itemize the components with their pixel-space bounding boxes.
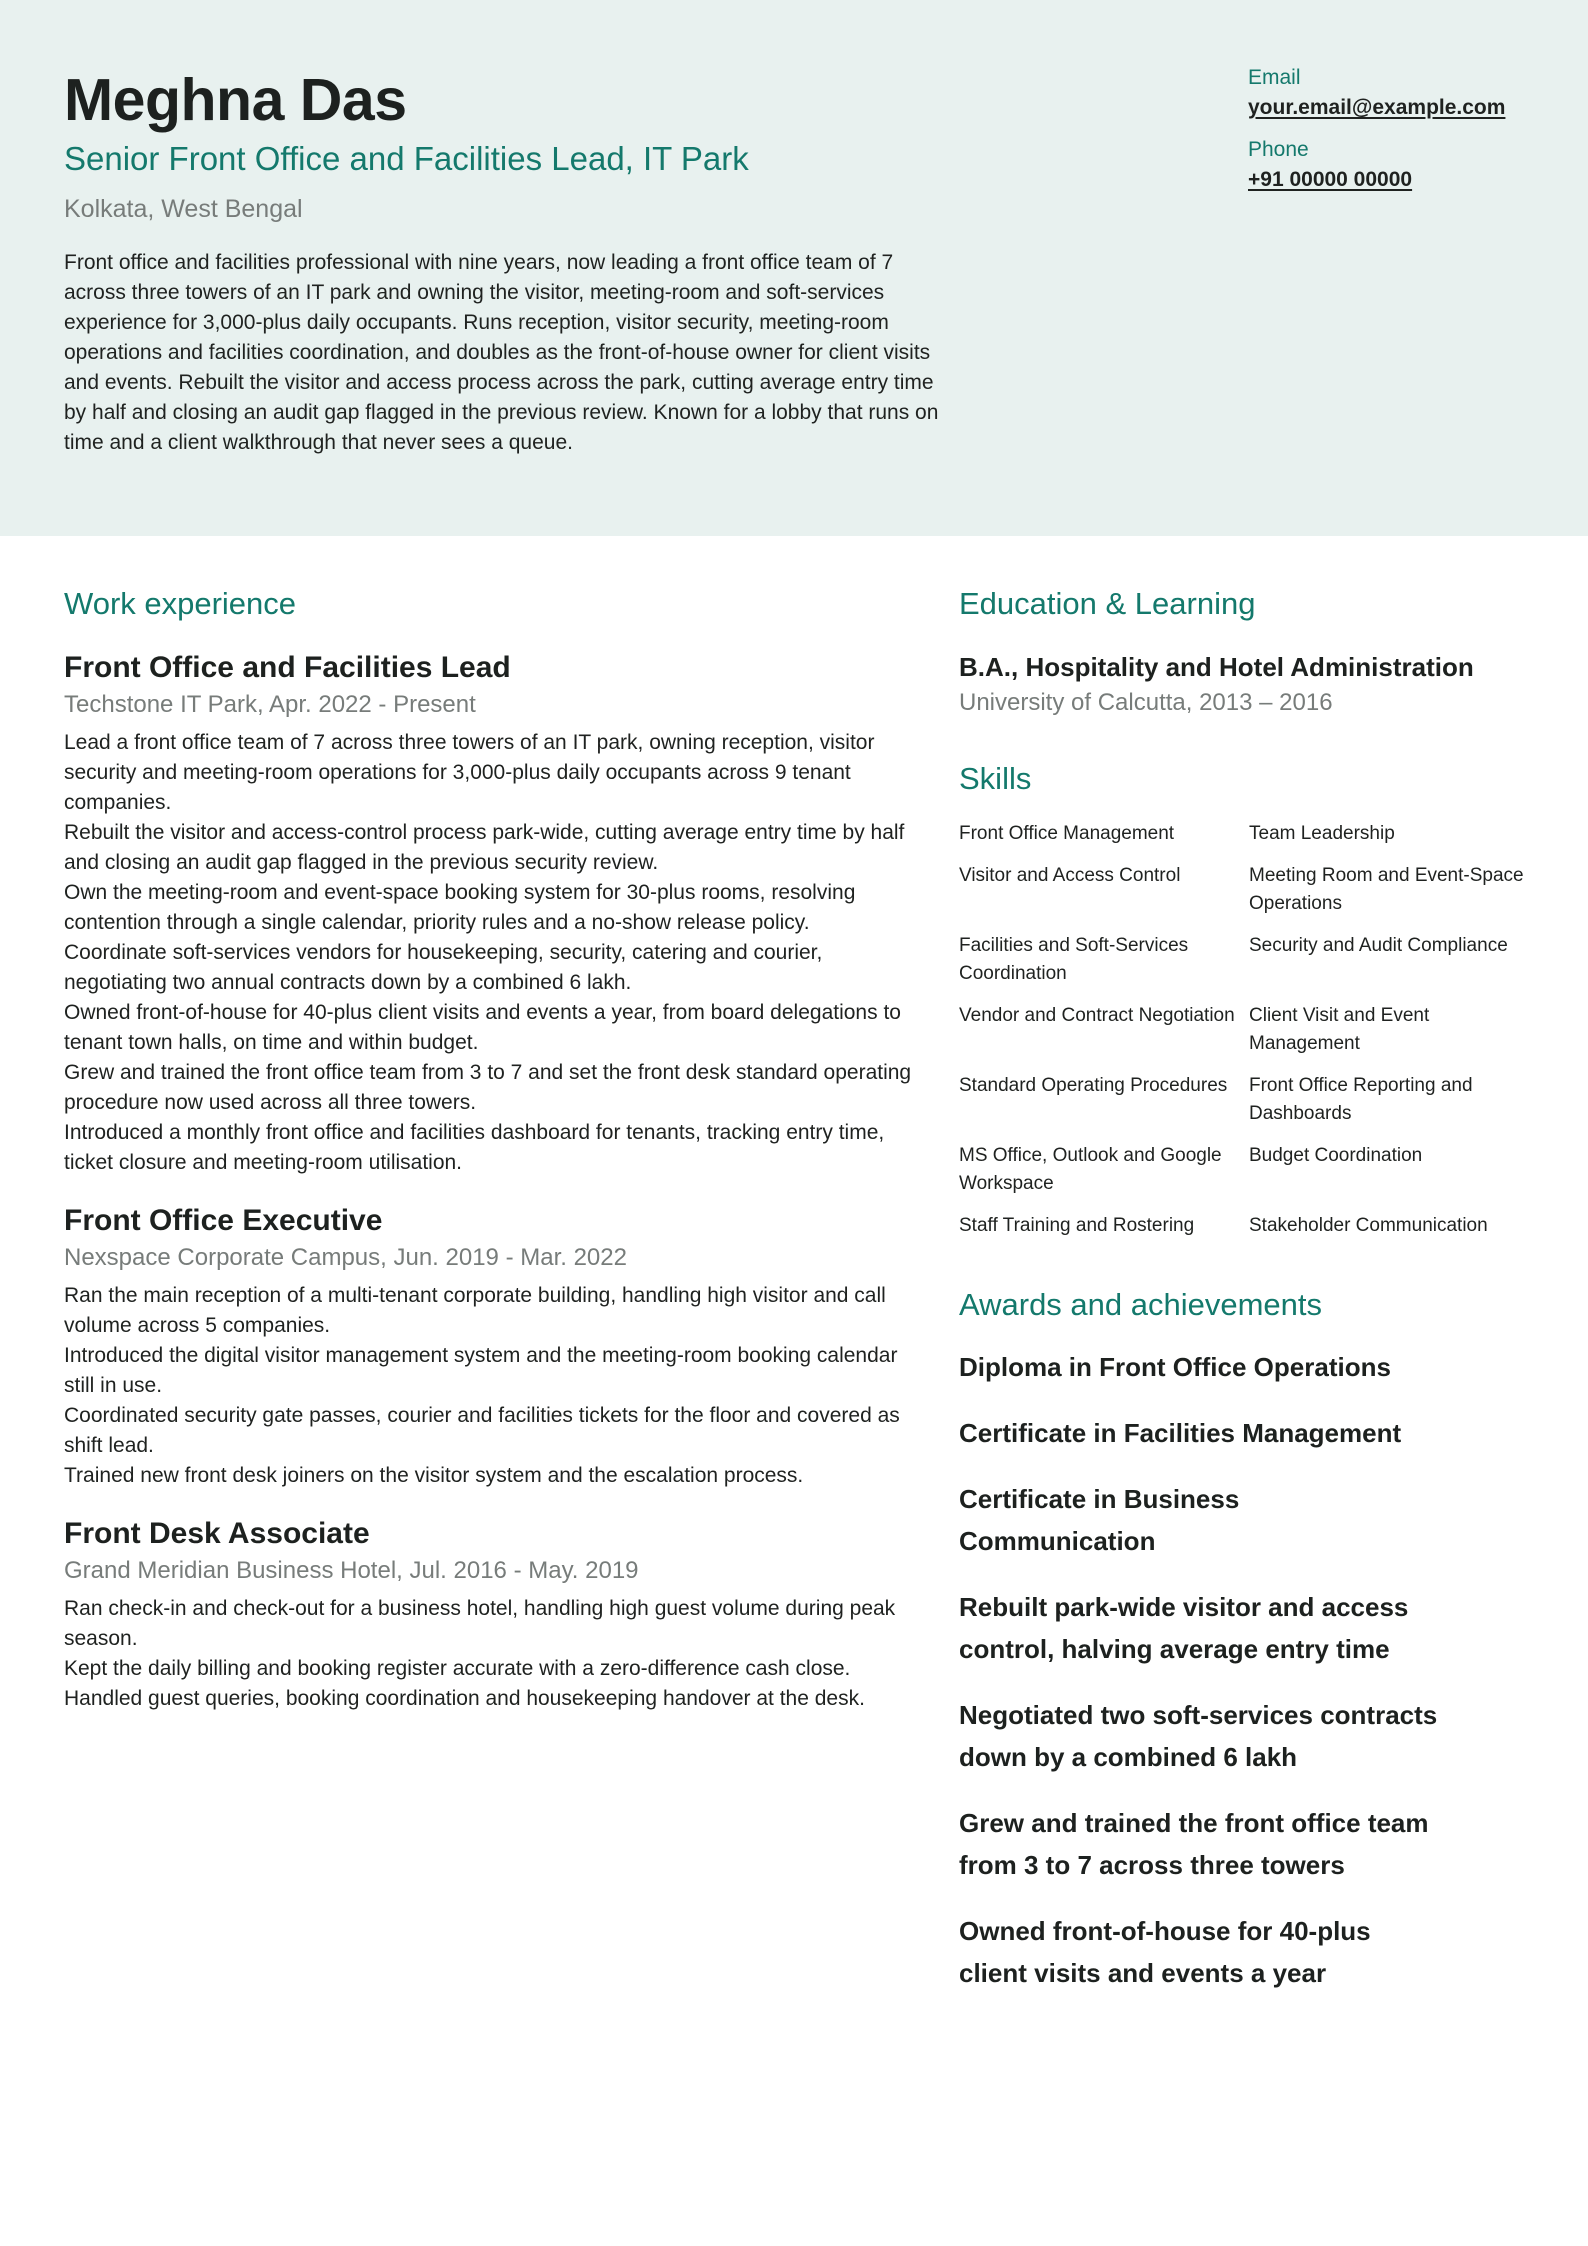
job-entry <box>64 1201 924 1491</box>
skill-item: Meeting Room and Event-Space Operations <box>1249 865 1524 914</box>
job-title: Front Office and Facilities Lead <box>64 651 511 684</box>
award-item: Negotiated two soft-services contracts down by a combined 6 lakh <box>959 1700 1438 1772</box>
candidate-headline: Senior Front Office and Facilities Lead, IT Park <box>64 140 749 177</box>
degree-title: B.A., Hospitality and Hotel Administration <box>959 652 1474 682</box>
job-bullet: Owned front-of-house for 40-plus client visits and events a year, from board delegations to tenant town halls, on time and within budget. <box>64 1001 901 1054</box>
job-entry <box>64 648 924 1178</box>
skill-item: Standard Operating Procedures <box>959 1075 1228 1096</box>
email-label: Email <box>1248 66 1301 89</box>
job-bullet: Handled guest queries, booking coordination and housekeeping handover at the desk. <box>64 1687 865 1710</box>
job-bullet: Kept the daily billing and booking register accurate with a zero-difference cash close. <box>64 1657 851 1680</box>
job-bullet: Own the meeting-room and event-space booking system for 30-plus rooms, resolving contention through a single calendar, priority rules and a no-show release policy. <box>64 881 856 934</box>
job-responsibilities <box>64 728 924 1178</box>
job-bullet: Introduced a monthly front office and facilities dashboard for tenants, tracking entry time, ticket closure and meeting-room utilisation. <box>64 1121 885 1174</box>
degree-institution-dates: University of Calcutta, 2013 – 2016 <box>959 689 1333 716</box>
skill-item: MS Office, Outlook and Google Workspace <box>959 1145 1222 1194</box>
awards-list <box>959 1346 1549 1994</box>
job-bullet: Rebuilt the visitor and access-control process park-wide, cutting average entry time by half and closing an audit gap flagged in the previous security review. <box>64 821 905 874</box>
skill-item: Client Visit and Event Management <box>1249 1005 1430 1054</box>
phone-link[interactable]: +91 00000 00000 <box>1248 168 1413 191</box>
job-bullet: Coordinate soft-services vendors for housekeeping, security, catering and courier, negotiating two annual contracts down by a combined 6 lakh. <box>64 941 823 994</box>
job-title: Front Office Executive <box>64 1204 383 1237</box>
skill-item: Front Office Reporting and Dashboards <box>1249 1075 1473 1124</box>
skill-item: Facilities and Soft-Services Coordination <box>959 935 1189 984</box>
award-item: Diploma in Front Office Operations <box>959 1352 1391 1382</box>
sidebar-column <box>959 583 1549 2018</box>
award-item: Certificate in Business Communication <box>959 1484 1240 1556</box>
profile-summary: Front office and facilities professional with nine years, now leading a front office team of 7 across three towers of an IT park and owning the visitor, meeting-room and soft-services experience for 3,000-plus daily occupants. Runs reception, visitor security, meeting-room operations and facilities coordination, and doubles as the front-of-house owner for client visits and events. Rebuilt the visitor and access process across the park, cutting average entry time by half and closing an audit gap flagged in the previous review. Known for a lobby that runs on time and a client walkthrough that never sees a queue. <box>64 251 939 454</box>
work-experience-heading: Work experience <box>64 586 297 621</box>
resume-header <box>0 0 1588 536</box>
skill-item: Staff Training and Rostering <box>959 1215 1195 1236</box>
education-heading: Education & Learning <box>959 586 1256 621</box>
contact-block <box>1248 63 1548 195</box>
skill-item: Front Office Management <box>959 823 1175 844</box>
award-item: Grew and trained the front office team from 3 to 7 across three towers <box>959 1808 1429 1880</box>
job-bullet: Grew and trained the front office team from 3 to 7 and set the front desk standard operating procedure now used across all three towers. <box>64 1061 912 1114</box>
job-entry <box>64 1514 924 1714</box>
skills-heading: Skills <box>959 761 1032 796</box>
candidate-name: Meghna Das <box>64 67 407 133</box>
job-bullet: Introduced the digital visitor management system and the meeting-room booking calendar still in use. <box>64 1344 898 1397</box>
awards-heading: Awards and achievements <box>959 1287 1323 1322</box>
phone-label: Phone <box>1248 138 1309 161</box>
job-responsibilities <box>64 1594 924 1714</box>
skill-item: Team Leadership <box>1249 823 1395 844</box>
skill-item: Security and Audit Compliance <box>1249 935 1508 956</box>
job-employer-dates: Grand Meridian Business Hotel, Jul. 2016 - May. 2019 <box>64 1557 639 1584</box>
job-responsibilities <box>64 1281 924 1491</box>
job-employer-dates: Nexspace Corporate Campus, Jun. 2019 - Mar. 2022 <box>64 1244 627 1271</box>
job-bullet: Ran check-in and check-out for a business hotel, handling high guest volume during peak season. <box>64 1597 896 1650</box>
job-employer-dates: Techstone IT Park, Apr. 2022 - Present <box>64 691 476 718</box>
job-bullet: Trained new front desk joiners on the visitor system and the escalation process. <box>64 1464 804 1487</box>
job-bullet: Ran the main reception of a multi-tenant corporate building, handling high visitor and call volume across 5 companies. <box>64 1284 886 1337</box>
skill-item: Vendor and Contract Negotiation <box>959 1005 1235 1026</box>
award-item: Owned front-of-house for 40-plus client visits and events a year <box>959 1916 1371 1988</box>
skill-item: Visitor and Access Control <box>959 865 1181 886</box>
skill-item: Budget Coordination <box>1249 1145 1423 1166</box>
job-title: Front Desk Associate <box>64 1517 370 1550</box>
work-experience-section <box>64 583 924 1714</box>
email-link[interactable]: your.email@example.com <box>1248 96 1506 119</box>
award-item: Rebuilt park-wide visitor and access control, halving average entry time <box>959 1592 1409 1664</box>
award-item: Certificate in Facilities Management <box>959 1418 1402 1448</box>
job-bullet: Lead a front office team of 7 across three towers of an IT park, owning reception, visitor security and meeting-room operations for 3,000-plus daily occupants across 9 tenant companies. <box>64 731 875 814</box>
skill-item: Stakeholder Communication <box>1249 1215 1488 1236</box>
job-bullet: Coordinated security gate passes, courier and facilities tickets for the floor and covered as shift lead. <box>64 1404 900 1457</box>
skills-grid <box>959 820 1549 1240</box>
candidate-location: Kolkata, West Bengal <box>64 195 303 223</box>
education-entry <box>959 648 1549 720</box>
